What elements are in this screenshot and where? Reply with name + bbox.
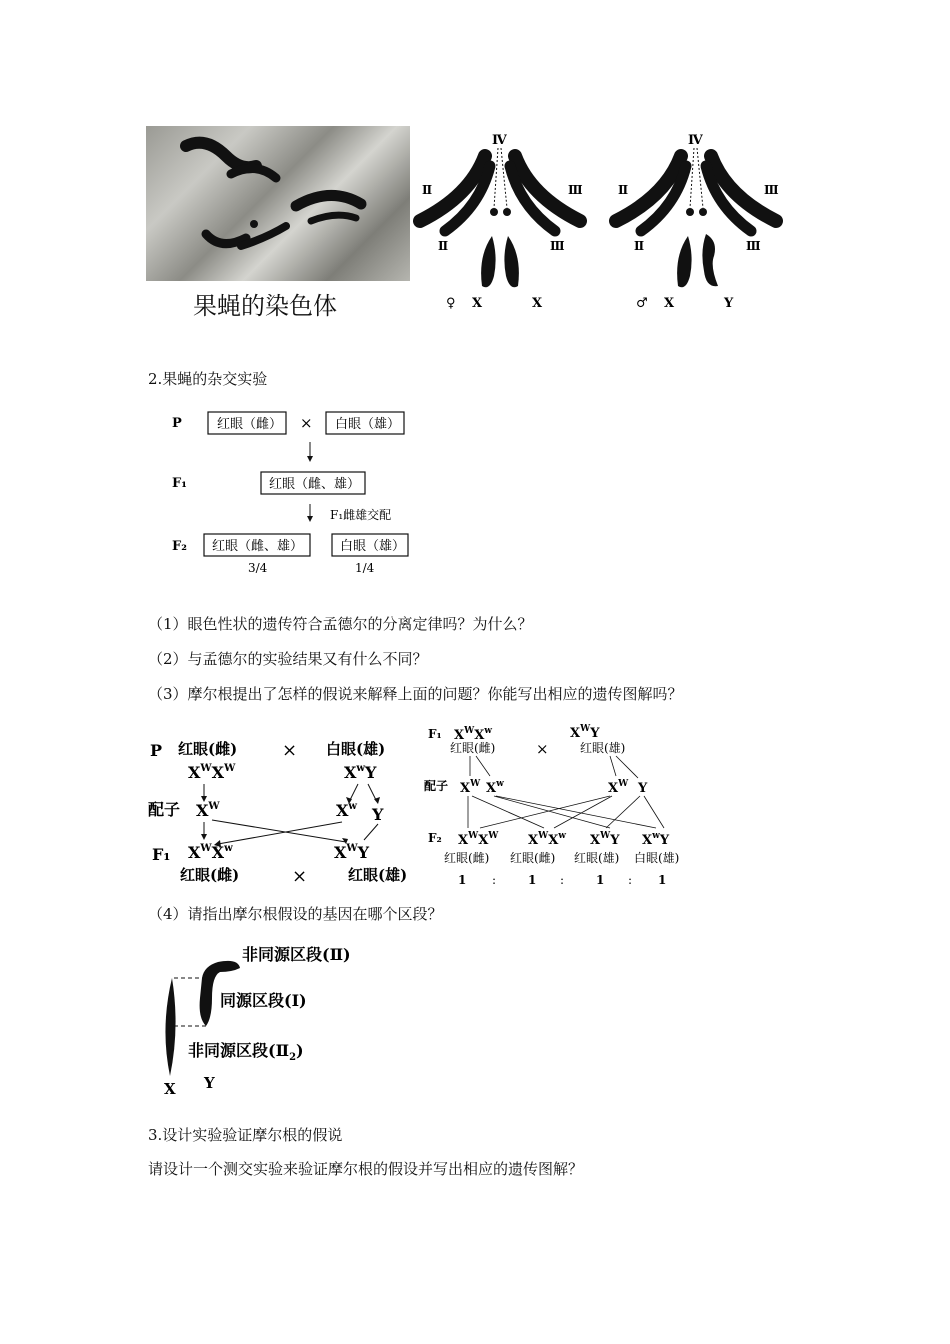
diagB-ratio-3: 1 [596, 873, 605, 887]
svg-text:XWXw: $X^WX^w$ [454, 726, 493, 743]
f1-box: 红眼（雌、雄） [269, 477, 361, 492]
female-x1: X [472, 296, 483, 311]
f2-label: F₂ [172, 539, 187, 554]
diagA-red-female: 红眼(雌) [178, 740, 238, 758]
question-1: （1）眼色性状的遗传符合孟德尔的分离定律吗？为什么？ [148, 615, 533, 633]
diagB-f2: F₂ [428, 831, 442, 845]
diagB-cross: × [536, 740, 549, 758]
label-iii-male-a: Ⅲ [764, 183, 779, 197]
xy-nonhom-top: 非同源区段(Ⅱ) [242, 945, 351, 964]
svg-text:XW: $X^W$ [196, 801, 220, 820]
svg-text:XWY: $X^WY$ [590, 831, 620, 848]
cross-experiment-diagram [165, 404, 425, 576]
section-3-prompt: 请设计一个测交实验来验证摩尔根的假设并写出相应的遗传图解？ [148, 1160, 584, 1178]
section-2-title: 2.果蝇的杂交实验 [148, 370, 268, 388]
female-x2: X [532, 296, 543, 311]
xy-hom: 同源区段(Ⅰ) [220, 991, 307, 1010]
label-ii-male-a: Ⅱ [618, 183, 629, 197]
diagB-offspring-4: 白眼(雄) [634, 851, 680, 865]
xy-nonhom-bottom-sub: 2 [289, 1052, 297, 1063]
label-iv-female: Ⅳ [492, 133, 507, 148]
genetic-diagram-p-f1 [146, 728, 426, 888]
f1-cross-note: F₁雌雄交配 [330, 508, 392, 522]
p-male-box: 白眼（雄） [335, 417, 401, 432]
diagB-male: 红眼(雄) [580, 741, 626, 755]
svg-text:非同源区段(Ⅱ2) [188, 1041, 304, 1063]
diagB-female: 红眼(雌) [450, 741, 496, 755]
svg-text:XW: $X^W$ [460, 779, 481, 796]
svg-text:XwY: $X^wY$ [344, 763, 377, 782]
diagB-f1: F₁ [428, 727, 442, 741]
diagA-f1-cross: × [292, 866, 308, 887]
xy-y-label: Y [204, 1074, 215, 1092]
question-2: （2）与孟德尔的实验结果又有什么不同？ [148, 650, 428, 668]
diagA-gametes-label: 配子 [148, 800, 181, 819]
diagB-colon-3: : [628, 873, 633, 887]
diagA-white-male: 白眼(雄) [326, 740, 386, 758]
label-ii-male-b: Ⅱ [634, 239, 645, 253]
karyotype-diagrams [410, 126, 790, 316]
svg-text:XWXw: $X^WX^w$ [528, 831, 567, 848]
diagB-offspring-3: 红眼(雄) [574, 851, 620, 865]
question-4: （4）请指出摩尔根假设的基因在哪个区段？ [148, 905, 443, 923]
diagB-offspring-2: 红眼(雌) [510, 851, 556, 865]
question-3: （3）摩尔根提出了怎样的假说来解释上面的问题？你能写出相应的遗传图解吗？ [148, 685, 683, 703]
chromosome-photo [146, 126, 410, 281]
diagA-p: P [150, 741, 163, 760]
diagB-parent-y: Y [590, 726, 600, 741]
diagA-f1-male: 红眼(雄) [348, 866, 408, 884]
p-cross: × [300, 414, 313, 432]
female-symbol: ♀ [446, 296, 456, 311]
svg-text:Xw: $X^w$ [486, 779, 504, 796]
diagB-ratio-1: 1 [458, 873, 467, 887]
xy-nonhom-bottom: 非同源区段(Ⅱ [188, 1041, 290, 1060]
male-symbol: ♂ [636, 296, 648, 311]
diagB-f2-y1: Y [610, 833, 620, 848]
f2-white-box: 白眼（雄） [340, 539, 406, 554]
svg-text:XW: $X^W$ [608, 779, 629, 796]
svg-text:XWY: $X^WY$ [334, 843, 370, 862]
diagB-offspring-1: 红眼(雌) [444, 851, 490, 865]
f1-label: F₁ [172, 476, 187, 491]
diagB-colon-1: : [492, 873, 497, 887]
p-female-box: 红眼（雌） [217, 417, 283, 432]
f2-red-box: 红眼（雌、雄） [212, 539, 304, 554]
svg-text:XWXW: $X^WX^W$ [458, 831, 499, 848]
diagA-cross: × [282, 740, 298, 761]
chromosome-photo-shapes [146, 126, 410, 281]
diagB-f2-y2: Y [659, 833, 670, 848]
diagA-parent-y: Y [365, 763, 377, 782]
label-ii-female-a: Ⅱ [422, 183, 433, 197]
diagB-ratio-4: 1 [658, 873, 667, 887]
male-y: Y [724, 296, 734, 311]
svg-text:XWY: $X^WY$ [570, 724, 600, 741]
genetic-diagram-f1-f2 [424, 722, 714, 888]
diagA-f1: F₁ [152, 845, 171, 864]
svg-text:XwY: $X^wY$ [642, 831, 670, 848]
male-karyotype [616, 133, 779, 311]
female-karyotype [420, 133, 583, 311]
diagB-ratio-2: 1 [528, 873, 537, 887]
diagA-gamete-y: Y [372, 805, 384, 824]
xy-nonhom-bottom-end: ) [296, 1041, 304, 1060]
label-iii-female-a: Ⅲ [568, 183, 583, 197]
xy-x-label: X [164, 1080, 176, 1098]
ratio-red: 3/4 [248, 561, 268, 575]
diagB-gametes-label: 配子 [424, 779, 449, 793]
svg-text:XWXw: $X^WX^w$ [188, 843, 233, 862]
label-ii-female-b: Ⅱ [438, 239, 449, 253]
chromosome-caption: 果蝇的染色体 [193, 292, 337, 320]
p-label: P [172, 416, 182, 431]
male-x: X [664, 296, 675, 311]
xy-segment-diagram [152, 938, 372, 1100]
label-iv-male: Ⅳ [688, 133, 703, 148]
svg-text:Xw: $X^w$ [336, 801, 358, 820]
label-iii-female-b: Ⅲ [550, 239, 565, 253]
diagB-colon-2: : [560, 873, 565, 887]
section-3-title: 3.设计实验验证摩尔根的假说 [148, 1126, 343, 1144]
diagA-f1-y: Y [357, 843, 370, 862]
diagA-f1-female: 红眼(雌) [180, 866, 240, 884]
label-iii-male-b: Ⅲ [746, 239, 761, 253]
diagB-gamete-y: Y [638, 781, 648, 796]
ratio-white: 1/4 [355, 561, 375, 575]
svg-text:XWXW: $X^WX^W$ [188, 763, 236, 782]
